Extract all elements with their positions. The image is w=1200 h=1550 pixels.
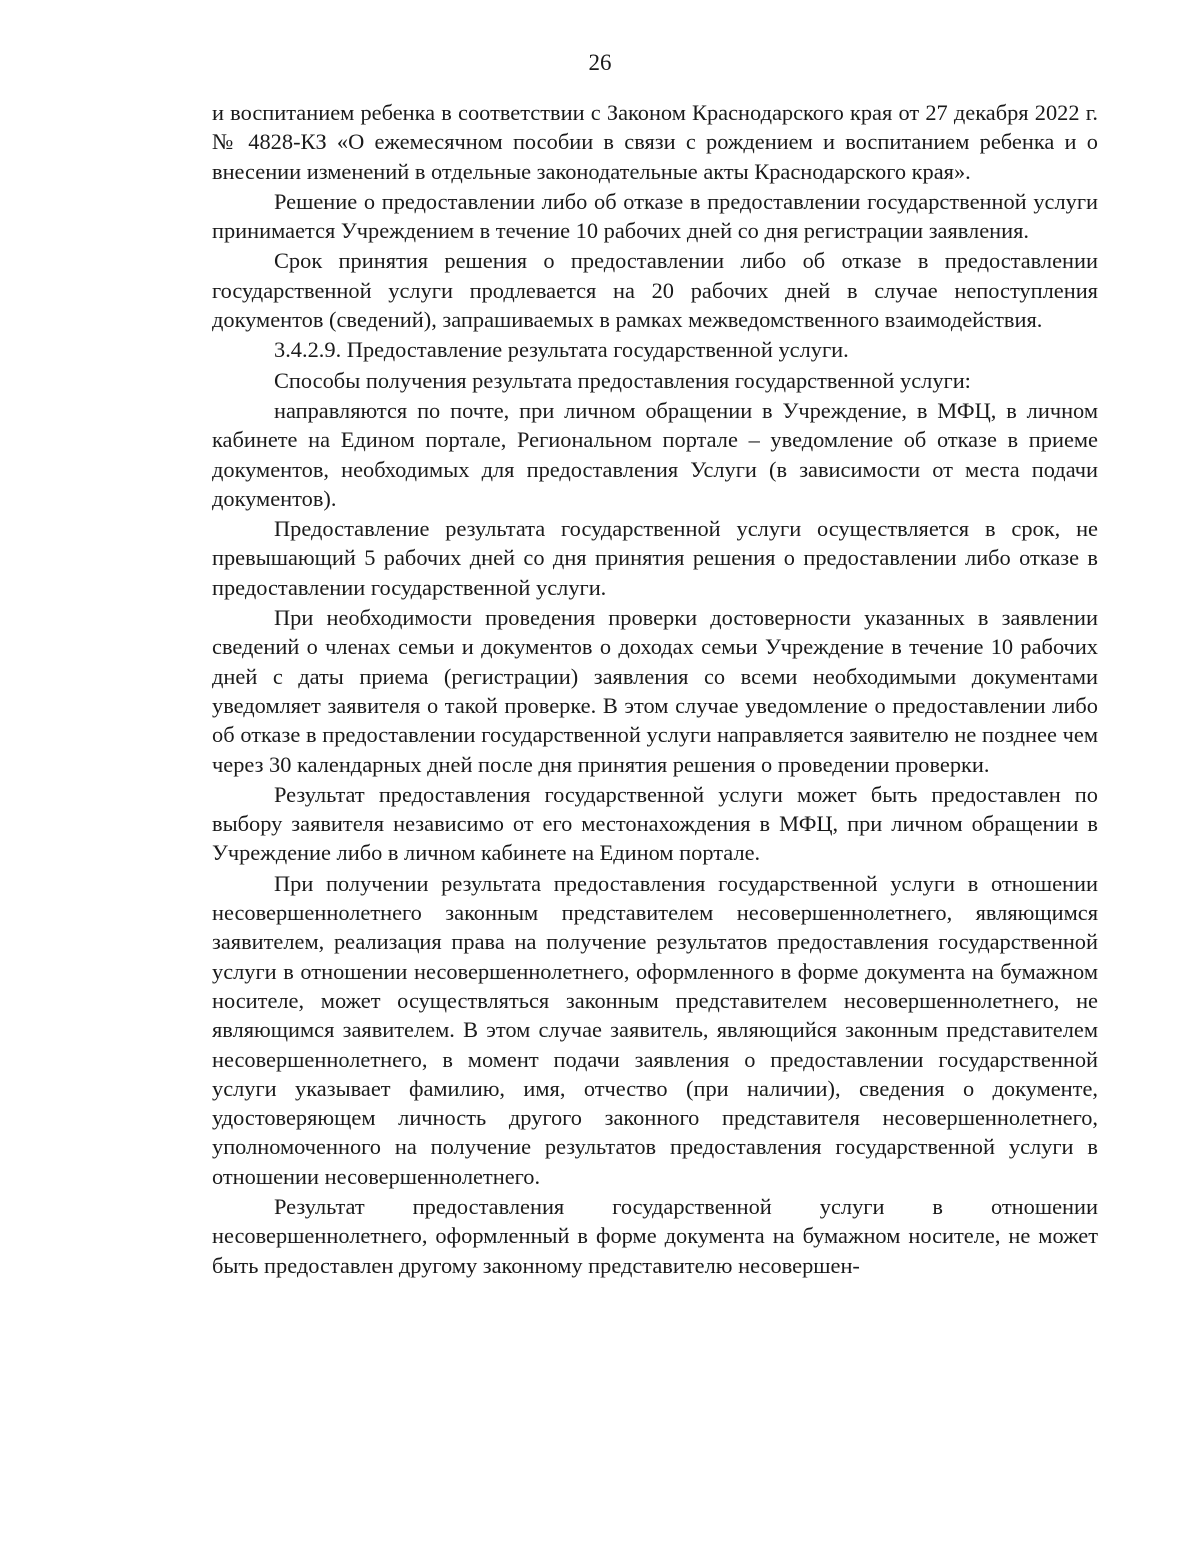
paragraph-verification: При необходимости проведения проверки достоверности указанных в заявлении сведений о членах семьи и документов о доходах семьи Учреждение в течение 10 рабочих дней с даты приема (регистрации) заявления со всеми необходимыми документами уведомляет заявителя о такой проверке. В этом случае уведомление о предоставлении либо об отказе в предоставлении государственной услуги направляется заявителю не позднее чем через 30 календарных дней после дня принятия решения о проведении проверки. <box>212 605 1098 777</box>
paragraph-result-deadline: Предоставление результата государственной услуги осуществляется в срок, не превышающий 5 рабочих дней со дня принятия решения о предоставлении либо отказе в предоставлении государственной услуги. <box>212 516 1098 600</box>
paragraph-minor-result: Результат предоставления государственной услуги в отношении несовершеннолетнего, оформленный в форме документа на бумажном носителе, не может быть предоставлен другому законному представителю несовершен- <box>212 1193 1098 1278</box>
paragraph-term-extension: Срок принятия решения о предоставлении либо об отказе в предоставлении государственной услуги продлевается на 20 рабочих дней в случае непоступления документов (сведений), запрашиваемых в рамках межведомственного взаимодействия. <box>212 248 1098 333</box>
paragraph-continuation: и воспитанием ребенка в соответствии с Законом Краснодарского края от 27 декабря 2022 г. № 4828-КЗ «О ежемесячном пособии в связи с рождением и воспитанием ребенка и о внесении изменений в отдельные законодательные акты Краснодарского края». <box>212 100 1098 184</box>
paragraph-decision-term: Решение о предоставлении либо об отказе в предоставлении государственной услуги принимается Учреждением в течение 10 рабочих дней со дня регистрации заявления. <box>212 188 1098 244</box>
document-body <box>212 98 1098 1281</box>
paragraph-result-by-choice: Результат предоставления государственной услуги может быть предоставлен по выбору заявителя независимо от его местонахождения в МФЦ, при личном обращении в Учреждение либо в личном кабинете на Едином портале. <box>212 781 1098 866</box>
paragraph-delivery-channels: направляются по почте, при личном обращении в Учреждение, в МФЦ, в личном кабинете на Едином портале, Региональном портале – уведомление об отказе в приеме документов, необходимых для предоставления Услуги (в зависимости от места подачи документов). <box>212 397 1098 511</box>
section-heading-3-4-2-9: 3.4.2.9. Предоставление результата государственной услуги. <box>274 337 849 363</box>
paragraph-result-methods: Способы получения результата предоставления государственной услуги: <box>274 367 971 393</box>
paragraph-minor-representative: При получении результата предоставления государственной услуги в отношении несовершеннолетнего законным представителем несовершеннолетнего, являющимся заявителем, реализация права на получение результатов предоставления государственной услуги в отношении несовершеннолетнего, оформленного в форме документа на бумажном носителе, может осуществляться законным представителем несовершеннолетнего, не являющимся заявителем. В этом случае заявитель, являющийся законным представителем несовершеннолетнего, в момент подачи заявления о предоставлении государственной услуги указывает фамилию, имя, отчество (при наличии), сведения о документе, удостоверяющем личность другого законного представителя несовершеннолетнего, уполномоченного на получение результатов предоставления государственной услуги в отношении несовершеннолетнего. <box>212 870 1098 1189</box>
page-number: 26 <box>588 50 612 75</box>
